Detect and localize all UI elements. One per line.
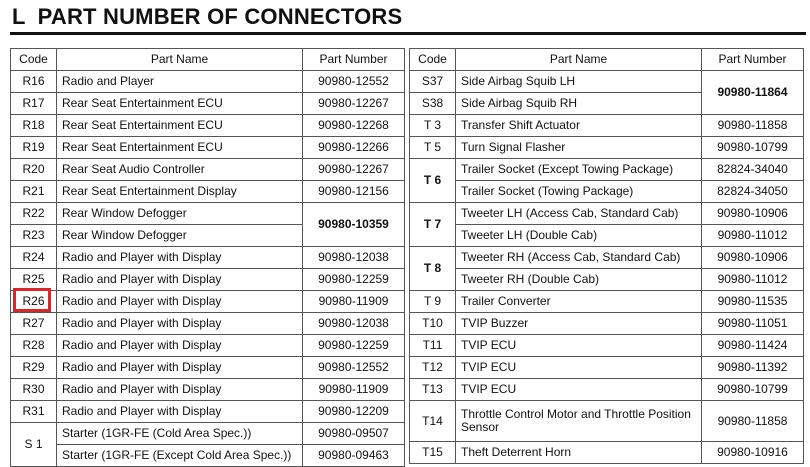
table-row bbox=[11, 137, 405, 159]
column-header-code: Code bbox=[410, 49, 456, 71]
cell-part-name: Rear Seat Entertainment Display bbox=[57, 181, 303, 203]
cell-code: R21 bbox=[11, 181, 57, 203]
cell-code: R23 bbox=[11, 225, 57, 247]
table-row bbox=[11, 269, 405, 291]
cell-part-name: Rear Seat Entertainment ECU bbox=[57, 93, 303, 115]
cell-part-name: Radio and Player with Display bbox=[57, 335, 303, 357]
cell-code: R29 bbox=[11, 357, 57, 379]
cell-part-number: 90980-10916 bbox=[702, 442, 804, 464]
cell-code: R20 bbox=[11, 159, 57, 181]
heading-rule bbox=[10, 32, 806, 35]
cell-part-number: 90980-12266 bbox=[303, 137, 405, 159]
cell-code: R18 bbox=[11, 115, 57, 137]
cell-part-name: Tweeter RH (Double Cab) bbox=[456, 269, 702, 291]
cell-part-number: 90980-10359 bbox=[303, 203, 405, 247]
cell-code: T 8 bbox=[410, 247, 456, 291]
cell-part-name: Throttle Control Motor and Throttle Position Sensor bbox=[456, 401, 702, 442]
cell-part-name: Radio and Player with Display bbox=[57, 313, 303, 335]
cell-part-number: 90980-09507 bbox=[303, 423, 405, 445]
cell-part-number: 90980-11858 bbox=[702, 115, 804, 137]
cell-code: T15 bbox=[410, 442, 456, 464]
table-row bbox=[410, 401, 804, 442]
cell-code: T 9 bbox=[410, 291, 456, 313]
cell-part-name: Tweeter LH (Double Cab) bbox=[456, 225, 702, 247]
cell-part-name: Radio and Player with Display bbox=[57, 247, 303, 269]
table-row bbox=[11, 291, 405, 313]
cell-part-name: TVIP ECU bbox=[456, 335, 702, 357]
cell-part-number: 90980-10906 bbox=[702, 247, 804, 269]
cell-part-number: 90980-12268 bbox=[303, 115, 405, 137]
table-row bbox=[11, 181, 405, 203]
cell-part-name: Rear Seat Entertainment ECU bbox=[57, 115, 303, 137]
column-header-part-number: Part Number bbox=[303, 49, 405, 71]
cell-part-number: 90980-11909 bbox=[303, 291, 405, 313]
cell-code: R31 bbox=[11, 401, 57, 423]
cell-part-number: 82824-34040 bbox=[702, 159, 804, 181]
cell-part-number: 90980-12038 bbox=[303, 247, 405, 269]
cell-part-name: Starter (1GR-FE (Except Cold Area Spec.)) bbox=[57, 445, 303, 467]
cell-code: S37 bbox=[410, 71, 456, 93]
table-row bbox=[11, 379, 405, 401]
cell-part-number: 90980-12259 bbox=[303, 335, 405, 357]
cell-code: R16 bbox=[11, 71, 57, 93]
cell-code: R22 bbox=[11, 203, 57, 225]
cell-part-number: 90980-10906 bbox=[702, 203, 804, 225]
cell-part-name: Trailer Converter bbox=[456, 291, 702, 313]
cell-code: R26 bbox=[11, 291, 57, 313]
cell-part-number: 90980-11535 bbox=[702, 291, 804, 313]
cell-part-name: TVIP ECU bbox=[456, 357, 702, 379]
cell-code: T 3 bbox=[410, 115, 456, 137]
cell-code: T 5 bbox=[410, 137, 456, 159]
table-row bbox=[410, 357, 804, 379]
table-row bbox=[11, 115, 405, 137]
cell-code: T12 bbox=[410, 357, 456, 379]
cell-code: R24 bbox=[11, 247, 57, 269]
column-header-part-number: Part Number bbox=[702, 49, 804, 71]
cell-part-number: 90980-12156 bbox=[303, 181, 405, 203]
cell-part-number: 90980-12552 bbox=[303, 71, 405, 93]
table-row bbox=[410, 269, 804, 291]
table-row bbox=[410, 313, 804, 335]
table-row bbox=[410, 291, 804, 313]
cell-part-name: Trailer Socket (Towing Package) bbox=[456, 181, 702, 203]
cell-code: S38 bbox=[410, 93, 456, 115]
cell-code: S 1 bbox=[11, 423, 57, 467]
table-row bbox=[410, 379, 804, 401]
cell-part-number: 90980-12267 bbox=[303, 93, 405, 115]
cell-part-number: 90980-12259 bbox=[303, 269, 405, 291]
cell-part-number: 90980-12552 bbox=[303, 357, 405, 379]
section-title: PART NUMBER OF CONNECTORS bbox=[37, 4, 403, 29]
table-row bbox=[11, 401, 405, 423]
table-row bbox=[11, 247, 405, 269]
table-row bbox=[410, 115, 804, 137]
table-row bbox=[11, 71, 405, 93]
cell-code: T13 bbox=[410, 379, 456, 401]
table-row bbox=[410, 181, 804, 203]
cell-code: R17 bbox=[11, 93, 57, 115]
cell-code: T11 bbox=[410, 335, 456, 357]
cell-part-name: Side Airbag Squib LH bbox=[456, 71, 702, 93]
cell-code: T14 bbox=[410, 401, 456, 442]
cell-part-name: TVIP Buzzer bbox=[456, 313, 702, 335]
cell-part-number: 90980-11424 bbox=[702, 335, 804, 357]
cell-part-number: 90980-10799 bbox=[702, 379, 804, 401]
cell-code: R28 bbox=[11, 335, 57, 357]
cell-part-number: 90980-11909 bbox=[303, 379, 405, 401]
cell-part-name: Radio and Player with Display bbox=[57, 401, 303, 423]
cell-part-name: Radio and Player with Display bbox=[57, 357, 303, 379]
cell-part-number: 90980-11051 bbox=[702, 313, 804, 335]
table-header-row bbox=[410, 49, 804, 71]
table-row bbox=[410, 159, 804, 181]
table-row bbox=[410, 203, 804, 225]
cell-part-number: 90980-11392 bbox=[702, 357, 804, 379]
section-letter: L bbox=[12, 4, 26, 29]
table-row bbox=[410, 225, 804, 247]
cell-part-number: 90980-10799 bbox=[702, 137, 804, 159]
table-row bbox=[11, 93, 405, 115]
cell-part-number: 90980-12038 bbox=[303, 313, 405, 335]
cell-part-name: TVIP ECU bbox=[456, 379, 702, 401]
table-row bbox=[410, 247, 804, 269]
cell-code: R25 bbox=[11, 269, 57, 291]
column-header-code: Code bbox=[11, 49, 57, 71]
cell-code: R19 bbox=[11, 137, 57, 159]
cell-part-name: Rear Seat Entertainment ECU bbox=[57, 137, 303, 159]
cell-part-name: Transfer Shift Actuator bbox=[456, 115, 702, 137]
cell-part-name: Tweeter RH (Access Cab, Standard Cab) bbox=[456, 247, 702, 269]
page-heading bbox=[12, 4, 402, 30]
cell-code: T 7 bbox=[410, 203, 456, 247]
cell-part-number: 90980-09463 bbox=[303, 445, 405, 467]
cell-part-name: Theft Deterrent Horn bbox=[456, 442, 702, 464]
cell-part-number: 82824-34050 bbox=[702, 181, 804, 203]
cell-part-name: Rear Window Defogger bbox=[57, 225, 303, 247]
table-row bbox=[410, 71, 804, 93]
table-row bbox=[11, 423, 405, 445]
table-row bbox=[410, 335, 804, 357]
cell-part-name: Radio and Player with Display bbox=[57, 291, 303, 313]
column-header-part-name: Part Name bbox=[456, 49, 702, 71]
table-row bbox=[410, 442, 804, 464]
cell-part-name: Radio and Player with Display bbox=[57, 269, 303, 291]
cell-part-number: 90980-12267 bbox=[303, 159, 405, 181]
table-row bbox=[410, 137, 804, 159]
table-row bbox=[11, 335, 405, 357]
table-row bbox=[11, 159, 405, 181]
cell-part-name: Side Airbag Squib RH bbox=[456, 93, 702, 115]
cell-part-number: 90980-11858 bbox=[702, 401, 804, 442]
column-header-part-name: Part Name bbox=[57, 49, 303, 71]
cell-code: T10 bbox=[410, 313, 456, 335]
cell-part-name: Radio and Player bbox=[57, 71, 303, 93]
cell-part-name: Radio and Player with Display bbox=[57, 379, 303, 401]
cell-part-number: 90980-11012 bbox=[702, 269, 804, 291]
cell-part-number: 90980-11012 bbox=[702, 225, 804, 247]
table-row bbox=[11, 313, 405, 335]
cell-code: R27 bbox=[11, 313, 57, 335]
cell-part-name: Starter (1GR-FE (Cold Area Spec.)) bbox=[57, 423, 303, 445]
cell-part-number: 90980-11864 bbox=[702, 71, 804, 115]
table-row bbox=[11, 357, 405, 379]
cell-part-name: Turn Signal Flasher bbox=[456, 137, 702, 159]
connector-table-left bbox=[10, 48, 405, 467]
cell-code: R30 bbox=[11, 379, 57, 401]
cell-part-name: Trailer Socket (Except Towing Package) bbox=[456, 159, 702, 181]
cell-code: T 6 bbox=[410, 159, 456, 203]
cell-part-name: Rear Window Defogger bbox=[57, 203, 303, 225]
cell-part-name: Rear Seat Audio Controller bbox=[57, 159, 303, 181]
table-header-row bbox=[11, 49, 405, 71]
connector-table-right bbox=[409, 48, 804, 464]
cell-part-number: 90980-12209 bbox=[303, 401, 405, 423]
table-row bbox=[11, 203, 405, 225]
cell-part-name: Tweeter LH (Access Cab, Standard Cab) bbox=[456, 203, 702, 225]
